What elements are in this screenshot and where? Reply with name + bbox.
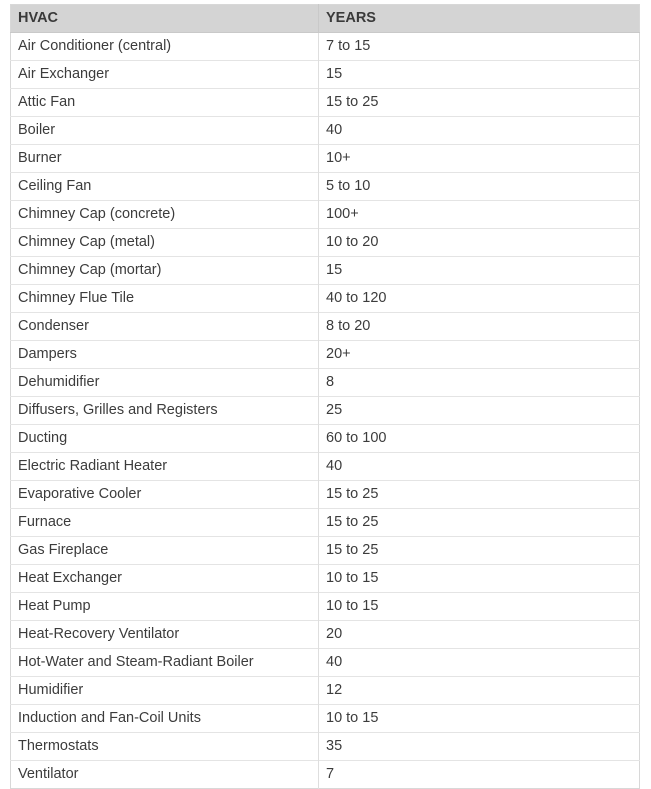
cell-item: Chimney Flue Tile	[11, 285, 319, 313]
cell-years: 10 to 15	[319, 593, 640, 621]
cell-years: 40	[319, 649, 640, 677]
cell-years: 15 to 25	[319, 481, 640, 509]
cell-item: Evaporative Cooler	[11, 481, 319, 509]
table-row	[11, 61, 640, 89]
cell-item: Ventilator	[11, 761, 319, 789]
cell-item: Burner	[11, 145, 319, 173]
cell-item: Attic Fan	[11, 89, 319, 117]
table-row	[11, 33, 640, 61]
cell-years: 10 to 15	[319, 705, 640, 733]
cell-item: Induction and Fan-Coil Units	[11, 705, 319, 733]
table-row	[11, 201, 640, 229]
table-row	[11, 117, 640, 145]
column-header-hvac: HVAC	[11, 5, 319, 33]
cell-years: 40	[319, 453, 640, 481]
cell-years: 8 to 20	[319, 313, 640, 341]
table-row	[11, 621, 640, 649]
table-row	[11, 341, 640, 369]
cell-item: Humidifier	[11, 677, 319, 705]
table-header	[11, 5, 640, 33]
cell-item: Dehumidifier	[11, 369, 319, 397]
hvac-lifespan-table	[10, 4, 640, 789]
column-header-years: YEARS	[319, 5, 640, 33]
cell-item: Hot-Water and Steam-Radiant Boiler	[11, 649, 319, 677]
cell-item: Electric Radiant Heater	[11, 453, 319, 481]
table-row	[11, 761, 640, 789]
cell-item: Chimney Cap (concrete)	[11, 201, 319, 229]
table-row	[11, 481, 640, 509]
table-row	[11, 229, 640, 257]
table-row	[11, 453, 640, 481]
table-row	[11, 649, 640, 677]
table-row	[11, 677, 640, 705]
cell-item: Chimney Cap (mortar)	[11, 257, 319, 285]
cell-item: Boiler	[11, 117, 319, 145]
cell-years: 5 to 10	[319, 173, 640, 201]
cell-years: 40 to 120	[319, 285, 640, 313]
cell-years: 100+	[319, 201, 640, 229]
cell-years: 7	[319, 761, 640, 789]
table-row	[11, 397, 640, 425]
cell-item: Air Conditioner (central)	[11, 33, 319, 61]
cell-item: Condenser	[11, 313, 319, 341]
table-row	[11, 173, 640, 201]
table-row	[11, 257, 640, 285]
cell-years: 60 to 100	[319, 425, 640, 453]
cell-years: 8	[319, 369, 640, 397]
cell-item: Diffusers, Grilles and Registers	[11, 397, 319, 425]
cell-item: Heat Exchanger	[11, 565, 319, 593]
table-row	[11, 285, 640, 313]
cell-years: 15	[319, 257, 640, 285]
table-row	[11, 565, 640, 593]
table-row	[11, 537, 640, 565]
cell-years: 10 to 20	[319, 229, 640, 257]
table-row	[11, 733, 640, 761]
cell-item: Heat-Recovery Ventilator	[11, 621, 319, 649]
cell-years: 20	[319, 621, 640, 649]
cell-item: Ducting	[11, 425, 319, 453]
table-row	[11, 89, 640, 117]
cell-years: 20+	[319, 341, 640, 369]
cell-item: Furnace	[11, 509, 319, 537]
table-header-row	[11, 5, 640, 33]
cell-item: Air Exchanger	[11, 61, 319, 89]
cell-item: Gas Fireplace	[11, 537, 319, 565]
cell-item: Chimney Cap (metal)	[11, 229, 319, 257]
cell-years: 12	[319, 677, 640, 705]
table-row	[11, 369, 640, 397]
cell-item: Dampers	[11, 341, 319, 369]
cell-years: 10+	[319, 145, 640, 173]
cell-years: 25	[319, 397, 640, 425]
cell-years: 15 to 25	[319, 509, 640, 537]
table-row	[11, 705, 640, 733]
cell-years: 40	[319, 117, 640, 145]
cell-years: 7 to 15	[319, 33, 640, 61]
table-row	[11, 313, 640, 341]
cell-years: 35	[319, 733, 640, 761]
table-body	[11, 33, 640, 789]
cell-years: 15 to 25	[319, 89, 640, 117]
cell-years: 15	[319, 61, 640, 89]
table-row	[11, 145, 640, 173]
cell-years: 10 to 15	[319, 565, 640, 593]
cell-item: Thermostats	[11, 733, 319, 761]
cell-item: Heat Pump	[11, 593, 319, 621]
table-row	[11, 593, 640, 621]
cell-item: Ceiling Fan	[11, 173, 319, 201]
table-row	[11, 509, 640, 537]
cell-years: 15 to 25	[319, 537, 640, 565]
table-row	[11, 425, 640, 453]
